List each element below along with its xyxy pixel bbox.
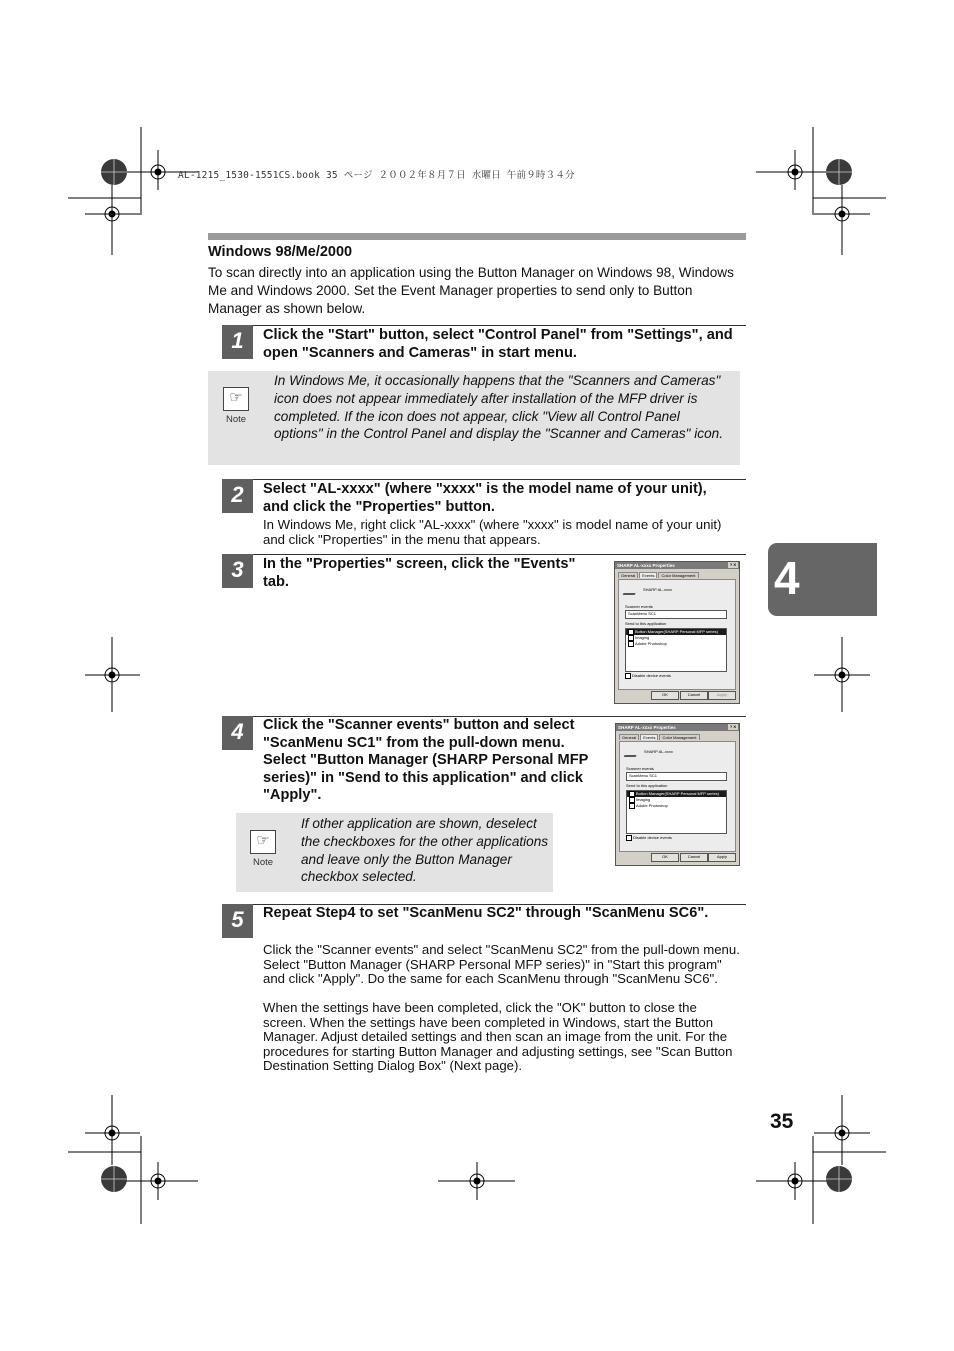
step-2-title: Select "AL-xxxx" (where "xxxx" is the model name of your unit), and click the "Properties" button. (263, 481, 707, 515)
section-title: Windows 98/Me/2000 (208, 244, 353, 260)
step-1-rule (222, 325, 746, 326)
dialog-2-panel (619, 741, 736, 852)
dialog-1-device: SHARP AL-xxxx (643, 587, 672, 592)
step-2-number: 2 (222, 479, 253, 513)
dialog-2-app-row: Adobe Photoshop (627, 803, 726, 809)
step-4-title: Click the "Scanner events" button and select "ScanMenu SC1" from the pull-down menu. Select "Button Manager (SHARP Personal MFP series)" in "Send to this application" and click "Apply". (263, 717, 589, 803)
dialog-1-events-label: Scanner events (625, 604, 653, 609)
dialog-2-close-icon: ? X (729, 724, 737, 729)
dialog-1-close-icon: ? X (729, 562, 737, 567)
dialog-1-disable-label: Disable device events (625, 673, 671, 679)
dialog-1-tab-general: General (618, 572, 638, 578)
dialog-2-cancel-button: Cancel (680, 853, 708, 862)
properties-dialog-screenshot-2 (615, 723, 740, 866)
dialog-2-tab-events: Events (640, 734, 658, 740)
dialog-2-apply-button: Apply (708, 853, 736, 862)
step-3-number: 3 (222, 554, 253, 588)
dialog-2-scanner-icon (624, 747, 641, 757)
dialog-1-title: SHARP AL-xxxx Properties (617, 563, 675, 568)
dialog-1-app-list (625, 628, 727, 672)
dialog-1-app-row: Adobe Photoshop (626, 641, 726, 647)
step-1-number: 1 (222, 325, 253, 359)
dialog-2-tab-general: General (619, 734, 639, 740)
dialog-1-tab-color: Color Management (658, 572, 698, 578)
dialog-1-app-row: Imaging (626, 635, 726, 641)
intro-paragraph: To scan directly into an application using the Button Manager on Windows 98, Windows Me and Windows 2000. Set the Event Manager properties to send only to Button Manager as shown below. (208, 265, 734, 316)
chapter-tab: 4 (768, 543, 877, 616)
dialog-2-app-row: Button Manager(SHARP Personal MFP series) (627, 791, 726, 797)
dialog-2-device: SHARP AL-xxxx (644, 749, 673, 754)
step-1-title: Click the "Start" button, select "Control Panel" from "Settings", and open "Scanners and Cameras" in start menu. (263, 327, 733, 361)
step-3-title: In the "Properties" screen, click the "Events" tab. (263, 556, 576, 590)
step-5-body-2: When the settings have been completed, click the "OK" button to close the screen. When the settings have been completed in Windows, start the Button Manager. Adjust detailed settings and then scan an image from the unit. For the procedures for starting Button Manager and adjusting settings, see "Scan Button Destination Setting Dialog Box" (Next page). (263, 1000, 733, 1074)
step-5-body: Click the "Scanner events" and select "ScanMenu SC2" from the pull-down menu. Select "Button Manager (SHARP Personal MFP series)" in "Start this program" and click "Apply". Do the same for each ScanMenu through "ScanMenu SC6". (263, 942, 740, 987)
dialog-1-app-row: Button Manager(SHARP Personal MFP series) (626, 629, 726, 635)
step-2-rule (222, 479, 746, 480)
step-2-body: In Windows Me, right click "AL-xxxx" (where "xxxx" is model name of your unit) and click "Properties" in the menu that appears. (263, 517, 722, 547)
note-hand-icon: ☞ (250, 830, 276, 854)
note-2-label: Note (252, 857, 274, 868)
dialog-1-send-to-label: Send to this application (625, 621, 667, 626)
dialog-2-title: SHARP AL-xxxx Properties (618, 725, 676, 730)
dialog-1-ok-button: OK (651, 691, 679, 700)
dialog-2-send-to-label: Send to this application (626, 783, 668, 788)
step-5-number: 5 (222, 904, 253, 938)
print-header: AL-1215_1530-1551CS.book 35 ページ ２００２年８月７日 水曜日 午前９時３４分 (178, 170, 575, 181)
dialog-2-disable-label: Disable device events (626, 835, 672, 841)
step-3-rule (222, 554, 746, 555)
dialog-2-tab-color: Color Management (659, 734, 699, 740)
dialog-1-events-select: ScanMenu SC1 (625, 610, 727, 619)
dialog-2-app-row: Imaging (627, 797, 726, 803)
step-5-title: Repeat Step4 to set "ScanMenu SC2" through "ScanMenu SC6". (263, 905, 709, 921)
note-1-text: In Windows Me, it occasionally happens that the "Scanners and Cameras" icon does not appear immediately after installation of the MFP driver is completed. If the icon does not appear, click "View all Control Panel options" in the Control Panel and display the "Scanner and Cameras" icon. (274, 373, 723, 442)
properties-dialog-screenshot-1 (614, 561, 740, 704)
dialog-1-apply-button: Apply (708, 691, 736, 700)
page-number: 35 (770, 1110, 794, 1133)
dialog-1-scanner-icon (623, 585, 640, 595)
section-bar (208, 233, 746, 240)
note-1-label: Note (225, 414, 247, 425)
note-hand-icon: ☞ (223, 387, 249, 411)
dialog-1-tab-events: Events (639, 572, 657, 578)
dialog-1-panel (618, 579, 736, 690)
dialog-2-ok-button: OK (651, 853, 679, 862)
dialog-2-events-label: Scanner events (626, 766, 654, 771)
step-4-number: 4 (222, 716, 253, 750)
dialog-2-app-list (626, 790, 727, 834)
note-2-text: If other application are shown, deselect the checkboxes for the other applications and leave only the Button Manager checkbox selected. (301, 816, 549, 885)
dialog-2-events-select: ScanMenu SC1 (626, 772, 727, 781)
dialog-1-cancel-button: Cancel (680, 691, 708, 700)
